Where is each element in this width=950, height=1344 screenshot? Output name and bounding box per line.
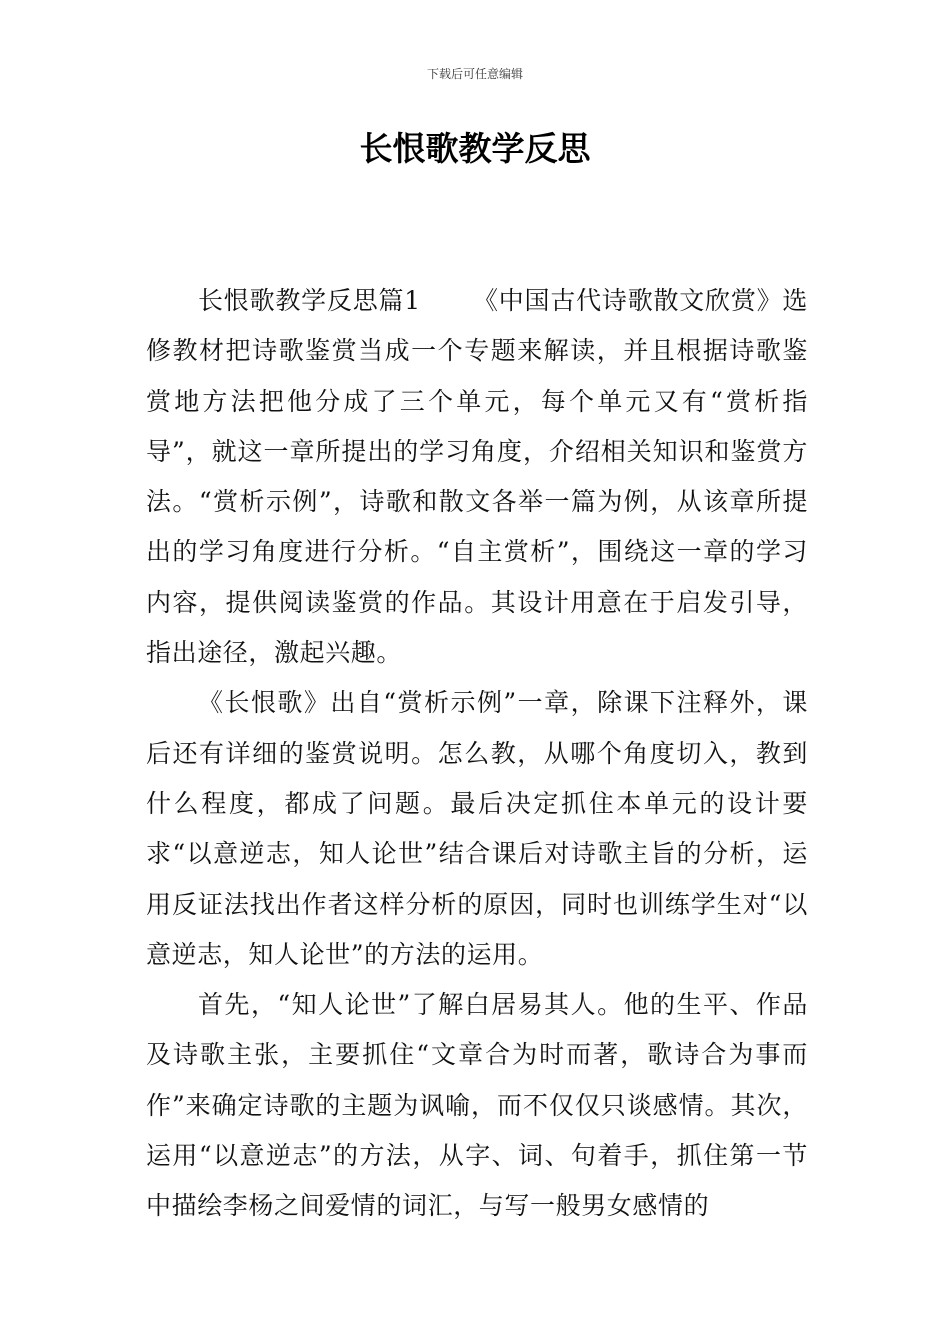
document-title: 长恨歌教学反思 xyxy=(359,129,591,168)
paragraph-1 xyxy=(146,276,808,678)
header-note: 下载后可任意编辑 xyxy=(426,67,523,81)
document-body xyxy=(146,276,808,1232)
paragraph-1-lead: 长恨歌教学反思篇1 xyxy=(198,286,421,315)
paragraph-2: 《长恨歌》出自“赏析示例”一章，除课下注释外，课后还有详细的鉴赏说明。怎么教，从哪个角度切入，教到什么程度，都成了问题。最后决定抓住本单元的设计要求“以意逆志，知人论世”结合课后对诗歌主旨的分析，运用反证法找出作者这样分析的原因，同时也训练学生对“以意逆志，知人论世”的方法的运用。 xyxy=(146,688,808,969)
paragraph-1-text: 《中国古代诗歌散文欣赏》选修教材把诗歌鉴赏当成一个专题来解读，并且根据诗歌鉴赏地方法把他分成了三个单元，每个单元又有“赏析指导”，就这一章所提出的学习角度，介绍相关知识和鉴赏方法。“赏析示例”，诗歌和散文各举一篇为例，从该章所提出的学习角度进行分析。“自主赏析”，围绕这一章的学习内容，提供阅读鉴赏的作品。其设计用意在于启发引导，指出途径，激起兴趣。 xyxy=(146,286,808,668)
paragraph-3: 首先，“知人论世”了解白居易其人。他的生平、作品及诗歌主张，主要抓住“文章合为时而著，歌诗合为事而作”来确定诗歌的主题为讽喻，而不仅仅只谈感情。其次，运用“以意逆志”的方法，从字、词、句着手，抓住第一节中描绘李杨之间爱情的词汇，与写一般男女感情的 xyxy=(146,990,808,1221)
